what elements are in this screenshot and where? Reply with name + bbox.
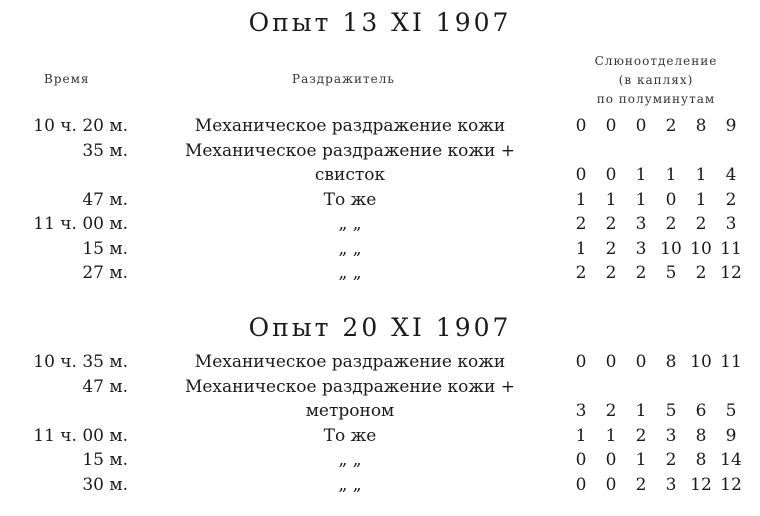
drops-value: 0 [575,352,587,372]
drops-value: 2 [665,116,677,136]
time-cell: 15 м. [82,450,128,470]
drops-value: 0 [635,352,647,372]
header-salivation-line2: (в каплях) [618,73,694,87]
header-time: Время [44,72,90,86]
stimulus-cell: „ „ [338,238,362,259]
drops-value: 1 [695,165,707,185]
salivation-values [566,239,746,263]
stimulus-cell: То же [323,189,377,210]
time-cell: 11 ч. 00 м. [33,425,128,446]
stimulus-cell: свисток [314,165,386,185]
stimulus-cell: „ „ [338,474,362,495]
stimulus-cell: Механическое раздражение кожи + [184,140,516,161]
header-salivation [566,52,746,109]
header-stimulus: Раздражитель [292,72,395,86]
time-cell: 47 м. [82,376,128,397]
salivation-values [566,352,746,376]
time-cell: 27 м. [82,263,128,283]
drops-value: 5 [665,263,677,283]
time-cell: 11 ч. 00 м. [33,214,128,234]
drops-value: 2 [575,214,587,234]
time-cell: 35 м. [82,140,128,161]
drops-value: 0 [605,352,617,372]
drops-value: 2 [605,238,617,259]
drops-value: 4 [725,165,737,185]
drops-value: 2 [575,263,587,283]
drops-value: 1 [635,401,647,421]
table-row [0,377,760,401]
salivation-values [566,263,746,287]
drops-value: 2 [725,189,737,210]
table-row [0,190,760,214]
drops-value: 8 [695,425,707,446]
stimulus-cell: „ „ [338,263,362,283]
drops-value: 3 [665,425,677,446]
drops-value: 3 [665,474,677,495]
stimulus-cell: Механическое раздражение кожи + [184,376,516,397]
table-row [0,214,760,238]
drops-value: 12 [720,263,742,283]
drops-value: 2 [695,263,707,283]
drops-value: 10 [690,352,712,372]
drops-value: 0 [605,450,617,470]
drops-value: 0 [575,450,587,470]
time-cell: 15 м. [82,238,128,259]
drops-value: 1 [635,450,647,470]
drops-value: 0 [635,116,647,136]
drops-value: 2 [665,450,677,470]
drops-value: 1 [575,425,587,446]
salivation-values [566,450,746,474]
drops-value: 14 [720,450,742,470]
drops-value: 1 [695,189,707,210]
drops-value: 3 [575,401,587,421]
drops-value: 1 [575,238,587,259]
drops-value: 0 [575,116,587,136]
header-salivation-line3: по полуминутам [596,92,716,106]
drops-value: 3 [635,238,647,259]
table-row [0,239,760,263]
drops-value: 5 [725,401,737,421]
drops-value: 0 [575,165,587,185]
time-cell: 30 м. [82,474,128,495]
salivation-values [566,475,746,499]
salivation-values [566,190,746,214]
drops-value: 8 [695,116,707,136]
table-row [0,475,760,499]
drops-value: 1 [575,189,587,210]
drops-value: 9 [725,425,737,446]
drops-value: 0 [605,474,617,495]
stimulus-cell: Механическое раздражение кожи [194,352,506,372]
table-row [0,141,760,165]
salivation-values [566,214,746,238]
drops-value: 8 [665,352,677,372]
stimulus-cell: метроном [305,401,395,421]
drops-value: 2 [635,425,647,446]
drops-value: 5 [665,401,677,421]
drops-value: 2 [605,214,617,234]
drops-value: 2 [695,214,707,234]
salivation-values [566,116,746,140]
drops-value: 0 [605,165,617,185]
drops-value: 2 [605,401,617,421]
time-cell: 10 ч. 35 м. [33,352,128,372]
table-row [0,426,760,450]
drops-value: 0 [665,189,677,210]
stimulus-cell: Механическое раздражение кожи [194,116,506,136]
drops-value: 1 [605,425,617,446]
drops-value: 2 [665,214,677,234]
salivation-values [566,141,746,165]
table-row [0,401,760,425]
drops-value: 10 [690,238,712,259]
experiment1-title: Опыт 13 XI 1907 [248,8,512,37]
salivation-values [566,165,746,189]
time-cell: 47 м. [82,189,128,210]
experiment2-title: Опыт 20 XI 1907 [248,313,512,342]
drops-value: 1 [635,165,647,185]
drops-value: 0 [575,474,587,495]
table-row [0,116,760,140]
drops-value: 10 [660,238,682,259]
table-row [0,352,760,376]
drops-value: 2 [605,263,617,283]
drops-value: 2 [635,263,647,283]
table-row [0,165,760,189]
drops-value: 12 [690,474,712,495]
header-salivation-line1: Слюноотделение [594,54,718,68]
drops-value: 3 [635,214,647,234]
stimulus-cell: „ „ [338,214,362,234]
drops-value: 2 [635,474,647,495]
drops-value: 6 [695,401,707,421]
table-row [0,263,760,287]
salivation-values [566,401,746,425]
drops-value: 1 [665,165,677,185]
time-cell: 10 ч. 20 м. [33,116,128,136]
drops-value: 11 [720,352,742,372]
drops-value: 3 [725,214,737,234]
table-row [0,450,760,474]
stimulus-cell: То же [323,425,377,446]
drops-value: 0 [605,116,617,136]
drops-value: 11 [720,238,742,259]
drops-value: 1 [605,189,617,210]
drops-value: 12 [720,474,742,495]
stimulus-cell: „ „ [338,450,362,470]
drops-value: 1 [635,189,647,210]
drops-value: 8 [695,450,707,470]
salivation-values [566,426,746,450]
drops-value: 9 [725,116,737,136]
salivation-values [566,377,746,401]
